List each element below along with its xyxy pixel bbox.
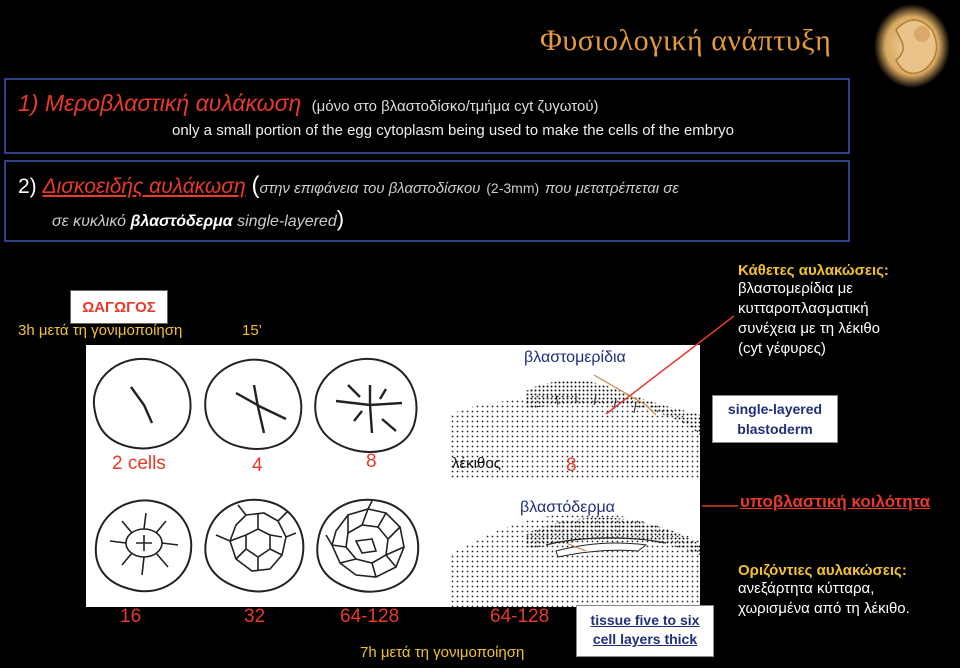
vertical-line-1: βλαστομερίδια με bbox=[738, 280, 853, 297]
vertical-line-2: κυτταροπλασματική bbox=[738, 300, 869, 317]
single-layered-box bbox=[712, 395, 838, 443]
stage-32: 32 bbox=[244, 606, 266, 627]
single-layered-line2: blastoderm bbox=[737, 421, 813, 437]
discoidal-line2a: σε κυκλικό bbox=[52, 213, 127, 230]
stage-8: 8 bbox=[366, 451, 377, 472]
blastoderm-label: βλαστόδερμα bbox=[520, 499, 615, 516]
horizontal-line-1: ανεξάρτητα κύτταρα, bbox=[738, 580, 875, 597]
tissue-line2: cell layers thick bbox=[592, 631, 698, 647]
vertical-line-3: συνέχεια με τη λέκιθο bbox=[738, 320, 881, 337]
stage-2-cells: 2 cells bbox=[112, 453, 166, 474]
vertical-title: Κάθετες αυλακώσεις: bbox=[738, 262, 889, 279]
discoidal-part2: (2-3mm) bbox=[486, 180, 540, 196]
yolk-label: λέκιθος bbox=[452, 455, 501, 472]
close-paren: ) bbox=[336, 206, 345, 231]
meroblastic-box bbox=[4, 78, 850, 154]
stage-64-128: 64-128 bbox=[340, 606, 400, 627]
discoidal-heading: Δισκοειδής αυλάκωση bbox=[42, 175, 246, 198]
discoidal-part3: που μετατρέπεται σε bbox=[545, 180, 679, 197]
subgerminal-cavity-label: υποβλαστική κοιλότητα bbox=[740, 492, 931, 511]
discoidal-blastoderm: βλαστόδερμα bbox=[130, 213, 233, 230]
meroblastic-subline: only a small portion of the egg cytoplasm being used to make the cells of the embryo bbox=[172, 122, 734, 139]
horizontal-cleavage-note bbox=[738, 562, 960, 642]
tissue-box bbox=[576, 605, 714, 657]
stage-8-section: 8 bbox=[566, 455, 577, 476]
oviduct-label: ΩΑΓΩΓΟΣ bbox=[70, 290, 168, 324]
discoidal-prefix: 2) bbox=[18, 175, 37, 198]
time-3h: 3h μετά τη γονιμοποίηση bbox=[18, 322, 183, 339]
tissue-line1: tissue five to six bbox=[590, 612, 700, 628]
time-7h: 7h μετά τη γονιμοποίηση bbox=[360, 644, 525, 661]
discoidal-box bbox=[4, 160, 850, 242]
blastomeres-label: βλαστομερίδια bbox=[524, 349, 626, 366]
vertical-cleavage-note bbox=[738, 262, 960, 372]
subgerminal-pointer bbox=[700, 494, 740, 514]
horizontal-title: Οριζόντιες αυλακώσεις: bbox=[738, 562, 907, 579]
discoidal-part1: στην επιφάνεια του βλαστοδίσκου bbox=[259, 180, 481, 197]
meroblastic-note: (μόνο στο βλαστοδίσκο/τμήμα cyt ζυγωτού) bbox=[311, 98, 599, 115]
meroblastic-heading: 1) Μεροβλαστική αυλάκωση bbox=[18, 90, 302, 116]
open-paren: ( bbox=[251, 172, 260, 199]
time-15min: 15’ bbox=[242, 322, 263, 339]
embryo-image bbox=[866, 0, 960, 90]
page-title: Φυσιολογική ανάπτυξη bbox=[540, 24, 832, 57]
stage-16: 16 bbox=[120, 606, 142, 627]
single-layered-line1: single-layered bbox=[727, 401, 823, 417]
vertical-line-4: (cyt γέφυρες) bbox=[738, 340, 826, 357]
discoidal-single-layered: single-layered bbox=[237, 213, 337, 230]
horizontal-line-2: χωρισμένα από τη λέκιθο. bbox=[738, 600, 910, 617]
stage-4: 4 bbox=[252, 455, 263, 476]
stage-64-128-section: 64-128 bbox=[490, 606, 550, 627]
